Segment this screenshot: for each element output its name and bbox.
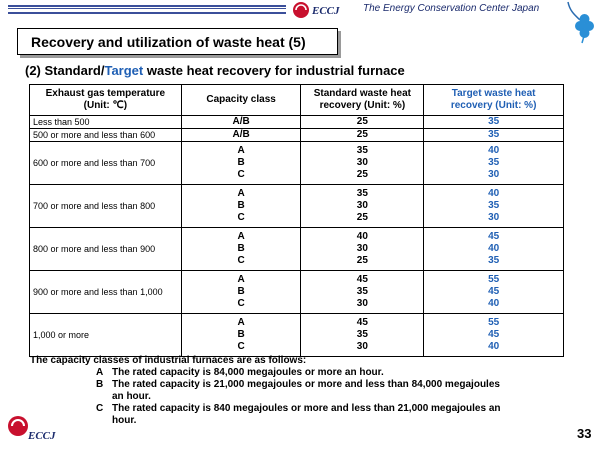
standard-cell-value: 45 [356,317,368,328]
slide-title: Recovery and utilization of waste heat (5) [31,34,306,50]
capacity-cell-value: B [237,329,245,340]
notes-intro: The capacity classes of industrial furnaces are as follows: [30,355,307,366]
capacity-cell-value: C [237,255,245,266]
table-row [30,129,564,142]
temperature-cell: 600 or more and less than 700 [30,142,182,185]
capacity-cell-value: A [237,274,245,285]
standard-cell [301,314,424,357]
temperature-cell: 800 or more and less than 900 [30,228,182,271]
target-cell [424,129,564,142]
capacity-cell-value: C [237,212,245,223]
slide-title-box [17,28,338,55]
standard-cell-value: 35 [356,145,368,156]
target-cell-value: 35 [488,116,500,127]
standard-cell-value: 40 [356,231,368,242]
target-cell [424,228,564,271]
standard-cell [301,185,424,228]
target-cell-value: 45 [488,329,500,340]
capacity-cell-value: C [237,341,245,352]
capacity-notes [30,355,512,427]
capacity-cell [181,271,301,314]
section-subtitle [25,63,405,78]
subtitle-suffix: waste heat recovery for industrial furnace [143,63,405,78]
target-cell-value: 40 [488,243,500,254]
capacity-cell-value: B [237,286,245,297]
table-header-row [30,85,564,116]
target-cell-value: 40 [488,298,500,309]
temperature-cell: 700 or more and less than 800 [30,185,182,228]
capacity-cell-value: B [237,200,245,211]
standard-cell [301,129,424,142]
target-cell-value: 45 [488,286,500,297]
capacity-cell-value: A [237,317,245,328]
header-capacity: Capacity class [181,85,301,116]
waste-heat-table [29,84,564,357]
capacity-cell [181,129,301,142]
standard-cell-value: 30 [356,200,368,211]
target-cell-value: 30 [488,169,500,180]
capacity-cell-value: A/B [232,116,250,127]
capacity-cell-value: A [237,231,245,242]
capacity-cell [181,314,301,357]
standard-cell-value: 25 [356,129,368,140]
standard-cell [301,271,424,314]
target-cell-value: 30 [488,212,500,223]
standard-cell-value: 30 [356,341,368,352]
page-number: 33 [577,426,592,441]
note-item-b: B The rated capacity is 21,000 megajoules or more and less than 84,000 megajoules an hour. [96,379,500,402]
target-cell-value: 35 [488,200,500,211]
table-row [30,185,564,228]
standard-cell-value: 25 [356,255,368,266]
eccj-logo-top [292,1,352,19]
target-cell-value: 40 [488,145,500,156]
temperature-cell: 900 or more and less than 1,000 [30,271,182,314]
table-row [30,228,564,271]
target-cell [424,116,564,129]
standard-cell [301,228,424,271]
table-row [30,271,564,314]
table-row [30,116,564,129]
standard-cell-value: 25 [356,212,368,223]
capacity-cell-value: A [237,188,245,199]
note-item-a: A The rated capacity is 84,000 megajoules or more an hour. [96,367,384,378]
subtitle-highlight: Target [104,63,144,78]
standard-cell-value: 30 [356,157,368,168]
clover-icon [560,0,600,44]
target-cell-value: 55 [488,274,500,285]
logo-top-text: ECCJ [312,5,340,17]
table-row [30,314,564,357]
capacity-cell-value: C [237,298,245,309]
header-temperature: Exhaust gas temperature (Unit: ℃) [30,85,182,116]
eccj-logo-bottom [6,414,68,442]
table-row [30,142,564,185]
standard-cell-value: 25 [356,169,368,180]
logo-bottom-text: ECCJ [28,430,56,442]
capacity-cell-value: A [237,145,245,156]
target-cell-value: 55 [488,317,500,328]
standard-cell-value: 45 [356,274,368,285]
capacity-cell-value: C [237,169,245,180]
capacity-cell [181,185,301,228]
target-cell-value: 40 [488,188,500,199]
target-cell-value: 35 [488,129,500,140]
standard-cell-value: 30 [356,298,368,309]
subtitle-prefix: (2) Standard/ [25,63,105,78]
note-item-c: C The rated capacity is 840 megajoules or more and less than 21,000 megajoules an hour. [96,403,501,426]
header-standard: Standard waste heat recovery (Unit: %) [301,85,424,116]
capacity-cell-value: B [237,243,245,254]
standard-cell [301,116,424,129]
target-cell-value: 35 [488,255,500,266]
target-cell [424,142,564,185]
org-name: The Energy Conservation Center Japan [363,3,540,14]
standard-cell-value: 25 [356,116,368,127]
target-cell-value: 45 [488,231,500,242]
standard-cell [301,142,424,185]
standard-cell-value: 30 [356,243,368,254]
target-cell-value: 40 [488,341,500,352]
capacity-cell [181,116,301,129]
standard-cell-value: 35 [356,329,368,340]
standard-cell-value: 35 [356,188,368,199]
target-cell [424,185,564,228]
capacity-cell [181,142,301,185]
header-rule [8,5,286,14]
capacity-cell-value: B [237,157,245,168]
temperature-cell: 500 or more and less than 600 [30,129,182,142]
target-cell [424,271,564,314]
capacity-cell [181,228,301,271]
temperature-cell: 1,000 or more [30,314,182,357]
header-target: Target waste heat recovery (Unit: %) [424,85,564,116]
capacity-cell-value: A/B [232,129,250,140]
standard-cell-value: 35 [356,286,368,297]
target-cell [424,314,564,357]
target-cell-value: 35 [488,157,500,168]
temperature-cell: Less than 500 [30,116,182,129]
